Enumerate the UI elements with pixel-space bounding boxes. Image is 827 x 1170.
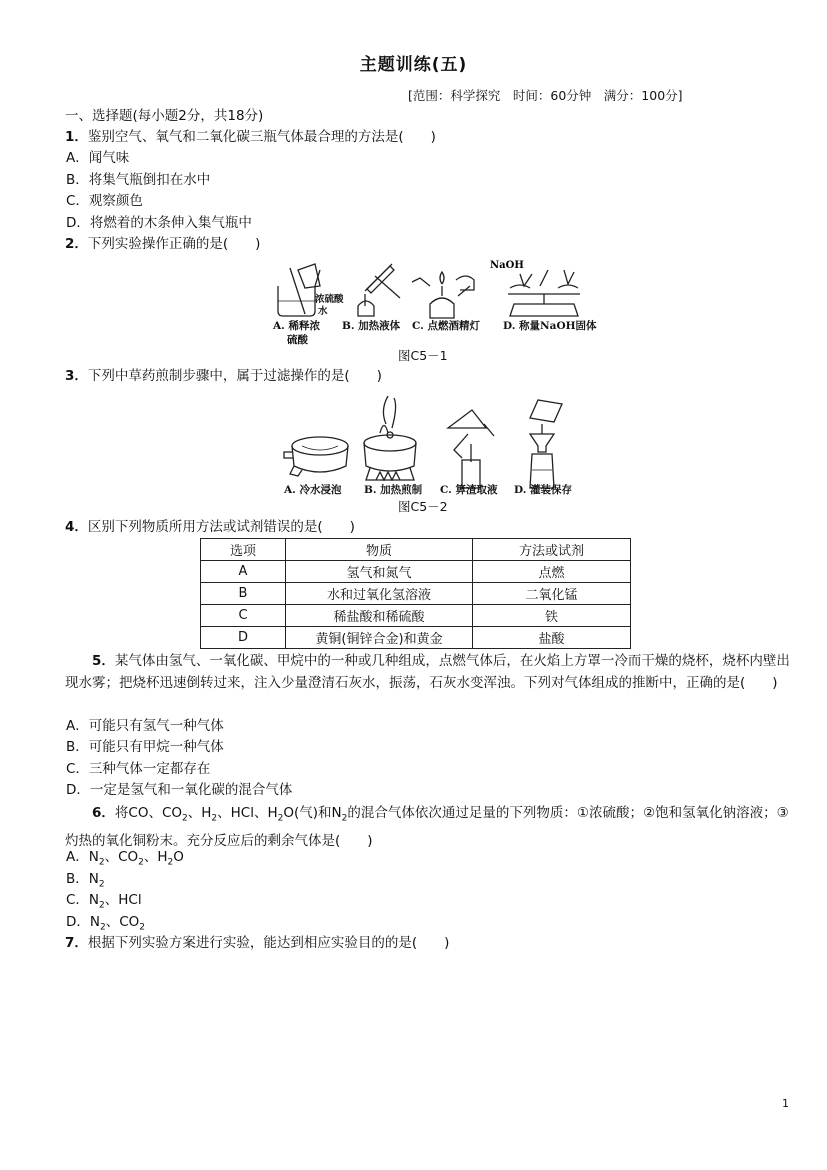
option-text: 、HCl — [104, 892, 142, 908]
figure-caption-c5-1: 图C5－1 — [398, 348, 448, 363]
table-cell: 黄铜(铜锌合金)和黄金 — [286, 627, 473, 649]
table-header: 方法或试剂 — [473, 539, 631, 561]
question-text: 鉴别空气、氧气和二氧化碳三瓶气体最合理的方法是( ) — [87, 129, 436, 145]
question-4 — [65, 517, 355, 537]
table-header: 选项 — [201, 539, 286, 561]
option-c: C．观察颜色 — [66, 193, 143, 209]
table-cell: A — [201, 561, 286, 583]
question-6 — [65, 802, 795, 852]
figure-label-b: B. 加热煎制 — [364, 484, 423, 496]
section-heading: 一、选择题(每小题2分，共18分) — [65, 108, 264, 124]
subscript: 2 — [138, 857, 144, 868]
question-3 — [65, 366, 382, 386]
figure-label-c: C. 点燃酒精灯 — [412, 320, 480, 332]
table-cell: D — [201, 627, 286, 649]
question-7 — [65, 933, 449, 953]
table-cell: 盐酸 — [473, 627, 631, 649]
option-text: D．N — [66, 914, 100, 930]
option-b: B．将集气瓶倒扣在水中 — [66, 172, 211, 188]
naoh-label: NaOH — [490, 260, 524, 271]
subscript: 2 — [99, 900, 105, 911]
table-row — [201, 561, 631, 583]
table-cell: B — [201, 583, 286, 605]
figure-c5-1 — [270, 256, 597, 346]
table-cell: 稀盐酸和稀硫酸 — [286, 605, 473, 627]
question-number: 6． — [92, 805, 115, 821]
table-header: 物质 — [286, 539, 473, 561]
figure-c5-2 — [280, 388, 590, 498]
subscript: 2 — [277, 813, 284, 824]
option-text: A．N — [66, 849, 99, 865]
question-text: 的混合气体依次通过足量的下列物质：①浓硫酸；②饱和氢氧化钠溶液；③灼热的氧化铜粉末。充分反应后的剩余气体是( ) — [65, 805, 789, 849]
option-text: 、H — [143, 849, 168, 865]
figure-label-b: B. 加热液体 — [342, 320, 401, 332]
option-text: B．N — [66, 871, 99, 887]
question-5 — [65, 650, 795, 694]
table-cell: 铁 — [473, 605, 631, 627]
page-title: 主题训练(五) — [359, 55, 468, 75]
table-row — [201, 583, 631, 605]
option-d: D．将燃着的木条伸入集气瓶中 — [66, 215, 252, 231]
table-cell: C — [201, 605, 286, 627]
substance-table — [200, 538, 631, 649]
table-cell: 二氧化锰 — [473, 583, 631, 605]
question-number: 2． — [65, 236, 88, 252]
page-number: 1 — [782, 1097, 789, 1110]
subscript: 2 — [167, 857, 174, 868]
subscript: 2 — [98, 879, 105, 890]
exam-meta: [范围：科学探究 时间：60分钟 满分：100分] — [408, 88, 683, 103]
subscript: 2 — [139, 922, 146, 933]
option-text: 、CO — [104, 849, 139, 865]
subscript: 2 — [100, 922, 106, 933]
option-a: A．闻气味 — [66, 150, 130, 166]
table-cell: 点燃 — [473, 561, 631, 583]
table-cell: 氢气和氮气 — [286, 561, 473, 583]
figure-caption-c5-2: 图C5－2 — [398, 499, 448, 514]
table-cell: 水和过氧化氢溶液 — [286, 583, 473, 605]
option-d: D．一定是氢气和一氧化碳的混合气体 — [66, 782, 293, 798]
figure-label-c: C. 箅渣取液 — [440, 484, 498, 496]
option-a: A．可能只有氢气一种气体 — [66, 718, 224, 734]
figure-label-d: D. 灌装保存 — [514, 484, 573, 496]
question-1 — [65, 127, 436, 147]
subscript: 2 — [98, 857, 105, 868]
question-text: 下列中草药煎制步骤中，属于过滤操作的是( ) — [87, 368, 382, 384]
question-text: 区别下列物质所用方法或试剂错误的是( ) — [87, 519, 355, 535]
option-text: O — [173, 849, 184, 865]
question-text: 、H — [187, 805, 212, 821]
table-row — [201, 627, 631, 649]
question-text: 、HCl、H — [217, 805, 278, 821]
subscript: 2 — [341, 813, 348, 824]
question-2 — [65, 234, 260, 254]
question-number: 5． — [92, 653, 115, 669]
subscript: 2 — [211, 813, 218, 824]
table-row — [201, 605, 631, 627]
figure-label-conc-acid: 浓硫酸 — [315, 294, 344, 305]
option-text: C．N — [66, 892, 100, 908]
question-number: 7． — [65, 935, 88, 951]
question-text: 下列实验操作正确的是( ) — [87, 236, 261, 252]
table-header-row — [201, 539, 631, 561]
question-number: 3． — [65, 368, 88, 384]
option-b: B．可能只有甲烷一种气体 — [66, 739, 224, 755]
figure-label-a2: 硫酸 — [287, 334, 308, 346]
subscript: 2 — [182, 813, 188, 824]
question-text: 将CO、CO — [114, 805, 183, 821]
figure-label-d: D. 称量NaOH固体 — [503, 320, 597, 332]
option-text: 、CO — [105, 914, 140, 930]
figure-label-a: A. 冷水浸泡 — [284, 484, 342, 496]
option-c: C．三种气体一定都存在 — [66, 761, 211, 777]
question-text: 某气体由氢气、一氧化碳、甲烷中的一种或几种组成，点燃气体后，在火焰上方罩一冷而干燥的烧杯，烧杯内壁出现水雾；把烧杯迅速倒转过来，注入少量澄清石灰水，振荡，石灰水变浑浊。下列对气体组成的推断中，正确的是( ) — [65, 653, 790, 691]
question-number: 4． — [65, 519, 88, 535]
figure-label-water: 水 — [318, 306, 328, 317]
question-text: O(气)和N — [283, 805, 342, 821]
figure-label-a: A. 稀释浓 — [273, 320, 320, 332]
question-number: 1． — [65, 129, 88, 145]
question-text: 根据下列实验方案进行实验，能达到相应实验目的的是( ) — [87, 935, 450, 951]
